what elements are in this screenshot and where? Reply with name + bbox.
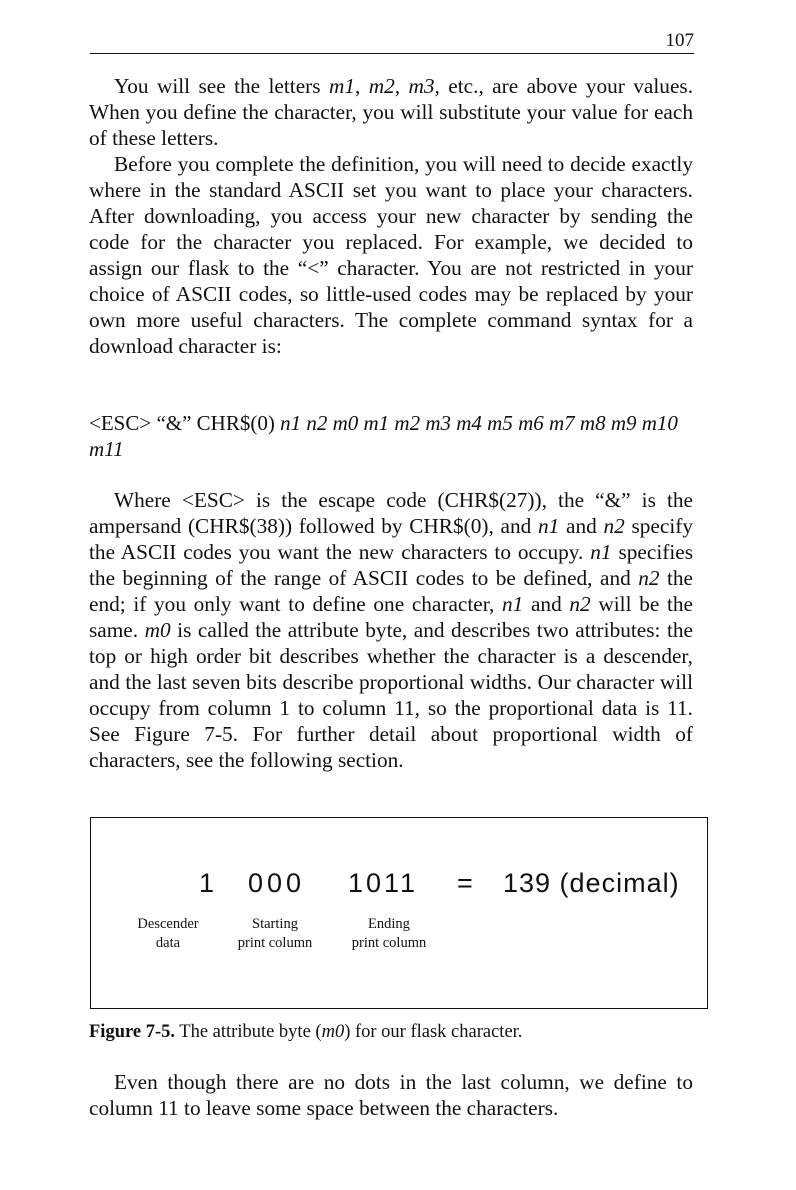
para3-n2-a: n2	[603, 514, 625, 538]
para1-m1: m1,	[328, 74, 361, 98]
paragraph-1	[89, 73, 693, 151]
para3-n2-b: n2	[638, 566, 660, 590]
para1-text-2: etc., are above your values. When you define the character, you will substitute your value for each of these letters.	[89, 74, 694, 150]
starting-label	[225, 915, 325, 953]
decimal-value: 139 (decimal)	[503, 868, 680, 898]
caption-m0: m0	[321, 1022, 345, 1042]
ending-label	[339, 915, 439, 953]
para3-text-4: specifies the beginning of the range of ASCII codes to be defined, and	[89, 540, 693, 590]
caption-text-2: ) for our flask character.	[344, 1022, 523, 1042]
starting-bits: 000	[248, 868, 306, 898]
descender-label-line-2: data	[155, 935, 181, 951]
descender-label-line-1: Descender	[137, 916, 199, 932]
figure-box	[90, 817, 708, 1009]
syntax-prefix: <ESC> “&” CHR$(0)	[89, 411, 281, 435]
syntax-params: n1 n2 m0 m1 m2 m3 m4 m5 m6 m7 m8 m9 m10 m11	[89, 411, 678, 461]
para3-m0: m0	[144, 618, 171, 642]
paragraph-3	[89, 487, 693, 773]
para3-text-1: Where <ESC> is the escape code (CHR$(27)), the “&” is the ampersand (CHR$(38)) followed by CHR$(0), and	[89, 488, 693, 538]
para3-text-2: and	[559, 514, 604, 538]
para3-n1-c: n1	[502, 592, 524, 616]
page-number: 107	[665, 30, 694, 51]
para1-m2: m2,	[368, 74, 401, 98]
ending-label-line-2: print column	[351, 935, 427, 951]
descender-bit: 1	[199, 868, 216, 898]
para3-text-8: is called the attribute byte, and describes two attributes: the top or high order bit describes whether the character is a descender, and the last seven bits describe proportional widths. Our character will occupy from column 1 to column 11, so the proportional data is 11. See Figure 7-5. For further detail about proportional width of characters, see the following section.	[89, 618, 693, 772]
starting-label-line-1: Starting	[252, 916, 298, 932]
para3-text-6: and	[523, 592, 570, 616]
ending-bits: 1011	[348, 868, 419, 898]
paragraph-2: Before you complete the definition, you will need to decide exactly where in the standard ASCII set you want to place your characters. After downloading, you access your new character by sending the code for the character you replaced. For example, we decided to assign our flask to the “<” character. You are not restricted in your choice of ASCII codes, so little-used codes may be replaced by your own more useful characters. The complete command syntax for a download character is:	[89, 152, 693, 358]
para3-n2-c: n2	[569, 592, 591, 616]
text-block-1	[89, 73, 693, 359]
syntax-line	[89, 410, 699, 462]
para3-text-5: the end; if you only want to define one character,	[89, 566, 694, 616]
text-block-2	[89, 487, 693, 773]
para1-text-1: You will see the letters	[114, 74, 329, 98]
para1-space-2	[400, 74, 408, 98]
attribute-bits	[91, 868, 707, 908]
equals-sign: =	[457, 868, 474, 898]
paragraph-4: Even though there are no dots in the last column, we define to column 11 to leave some space between the characters.	[89, 1070, 693, 1120]
para3-n1-a: n1	[538, 514, 560, 538]
header-rule	[90, 53, 694, 54]
para1-space-1	[360, 74, 368, 98]
para3-text-3: specify the ASCII codes you want the new characters to occupy.	[89, 514, 693, 564]
figure-caption	[89, 1020, 709, 1044]
descender-label	[123, 915, 213, 953]
caption-text-1: The attribute byte (	[174, 1022, 322, 1042]
para1-m3: m3,	[408, 74, 440, 98]
para3-n1-b: n1	[590, 540, 612, 564]
caption-label: Figure 7-5.	[89, 1022, 175, 1042]
text-block-3	[89, 1069, 693, 1121]
para3-text-7: will be the same.	[89, 592, 693, 642]
starting-label-line-2: print column	[237, 935, 313, 951]
ending-label-line-1: Ending	[368, 916, 410, 932]
